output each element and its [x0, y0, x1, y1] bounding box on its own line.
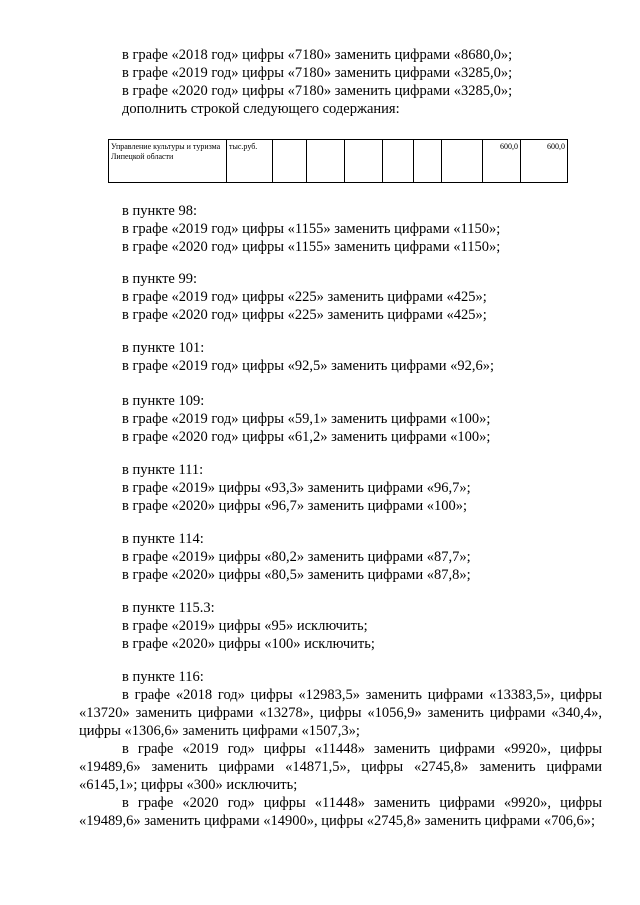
inserted-table-row: [108, 139, 568, 183]
table-cell-empty: [383, 140, 414, 183]
text-line: в графе «2019 год» цифры «92,5» заменить цифрами «92,6»;: [122, 358, 495, 374]
section-heading: в пункте 111:: [122, 462, 204, 478]
table-cell-org: Управление культуры и туризма Липецкой области: [109, 140, 227, 183]
text-line: в графе «2019» цифры «93,3» заменить цифрами «96,7»;: [122, 480, 471, 496]
table-cell-empty: [273, 140, 307, 183]
text-line: в графе «2019 год» цифры «225» заменить цифрами «425»;: [122, 289, 487, 305]
text-line: в графе «2020 год» цифры «61,2» заменить цифрами «100»;: [122, 429, 491, 445]
text-line: в графе «2020» цифры «100» исключить;: [122, 636, 375, 652]
paragraph: в графе «2020 год» цифры «11448» заменить цифрами «9920», цифры «19489,6» заменить цифрами «14900», цифры «2745,8» заменить цифрами «706,6»;: [79, 795, 602, 829]
text-line: дополнить строкой следующего содержания:: [122, 101, 400, 117]
table-cell-empty: [345, 140, 383, 183]
text-line: в графе «2020» цифры «96,7» заменить цифрами «100»;: [122, 498, 468, 514]
text-line: в графе «2018 год» цифры «7180» заменить цифрами «8680,0»;: [122, 47, 513, 63]
text-line: в графе «2019» цифры «80,2» заменить цифрами «87,7»;: [122, 549, 471, 565]
text-line: в графе «2019 год» цифры «1155» заменить цифрами «1150»;: [122, 221, 501, 237]
section-heading: в пункте 98:: [122, 203, 198, 219]
text-line: в графе «2019» цифры «95» исключить;: [122, 618, 368, 634]
section-heading: в пункте 109:: [122, 393, 205, 409]
text-line: в графе «2019 год» цифры «59,1» заменить цифрами «100»;: [122, 411, 491, 427]
paragraph: в графе «2018 год» цифры «12983,5» заменить цифрами «13383,5», цифры «13720» заменить цифрами «13278», цифры «1056,9» заменить цифрами «340,4», цифры «1306,6» заменить цифрами «1507,3»;: [79, 687, 602, 739]
text-line: в графе «2020» цифры «80,5» заменить цифрами «87,8»;: [122, 567, 471, 583]
table-cell-value: 600,0: [483, 140, 521, 183]
text-line: в графе «2020 год» цифры «7180» заменить цифрами «3285,0»;: [122, 83, 513, 99]
table-cell-value: 600,0: [521, 140, 568, 183]
section-heading: в пункте 101:: [122, 340, 205, 356]
table-cell-empty: [414, 140, 442, 183]
text-line: в графе «2019 год» цифры «7180» заменить цифрами «3285,0»;: [122, 65, 513, 81]
text-line: в графе «2020 год» цифры «1155» заменить цифрами «1150»;: [122, 239, 501, 255]
table-cell-empty: [442, 140, 483, 183]
paragraph: в графе «2019 год» цифры «11448» заменить цифрами «9920», цифры «19489,6» заменить цифрами «14871,5», цифры «2745,8» заменить цифрами «6145,1»; цифры «300» исключить;: [79, 741, 602, 793]
section-heading: в пункте 99:: [122, 271, 198, 287]
section-heading: в пункте 116:: [122, 669, 204, 685]
section-heading: в пункте 115.3:: [122, 600, 215, 616]
table-cell-unit: тыс.руб.: [227, 140, 273, 183]
text-line: в графе «2020 год» цифры «225» заменить цифрами «425»;: [122, 307, 487, 323]
table-cell-empty: [307, 140, 345, 183]
section-heading: в пункте 114:: [122, 531, 204, 547]
